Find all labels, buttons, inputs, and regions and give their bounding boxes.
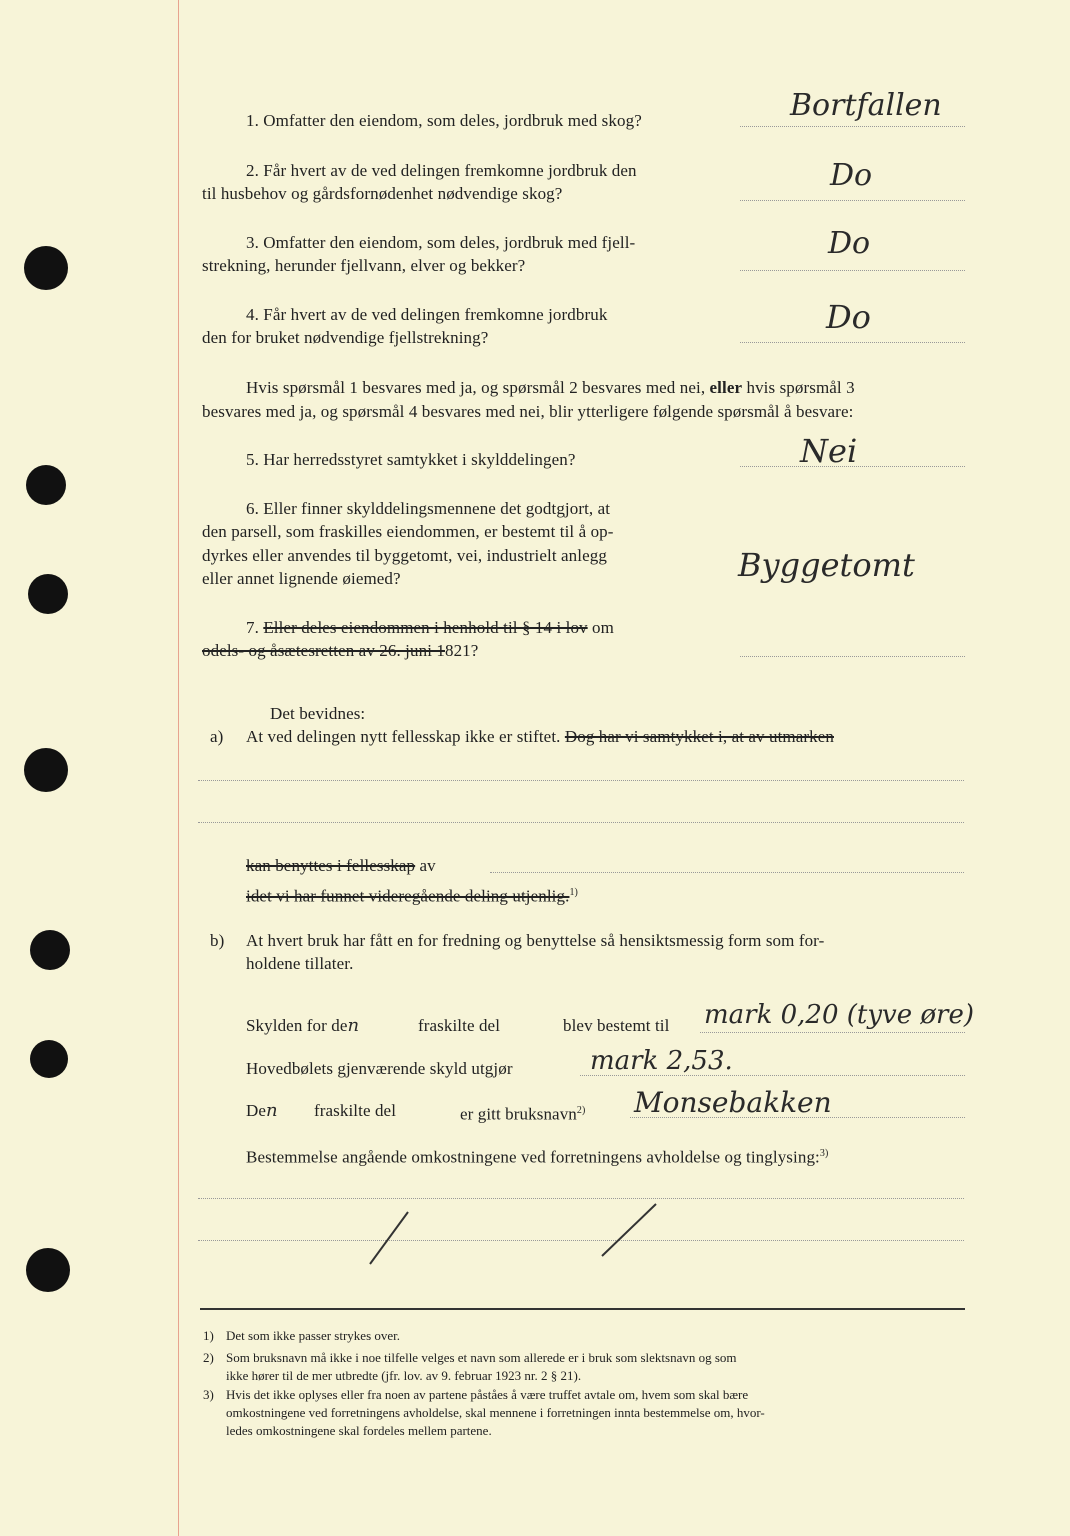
finding-b-label: b) xyxy=(210,931,225,950)
condition-line-2: besvares med ja, og spørsmål 4 besvares med nei, blir ytterligere følgende spørsmål å besvare: xyxy=(202,402,854,421)
question-7-number: 7. xyxy=(246,618,259,637)
question-4-line-1: 4. Får hvert av de ved delingen fremkomne jordbruk xyxy=(246,305,608,324)
question-4-line-2: den for bruket nødvendige fjellstrekning? xyxy=(202,328,489,347)
handwritten-answer-5: Nei xyxy=(800,432,858,470)
answer-line xyxy=(700,1032,965,1033)
shared-use-tail: av xyxy=(419,856,436,875)
question-7-line-1 xyxy=(246,617,614,639)
answer-line xyxy=(740,126,965,127)
findings-intro: Det bevidnes: xyxy=(270,704,366,723)
handwritten-answer-4: Do xyxy=(826,298,871,336)
handwritten-strike-marks xyxy=(350,1200,670,1270)
footnote-2-mark: 2) xyxy=(203,1350,214,1365)
punch-hole xyxy=(26,465,66,505)
condition-text-b: hvis spørsmål 3 xyxy=(746,378,855,397)
handwritten-skyld-value: mark 0,20 (tyve øre) xyxy=(704,1000,974,1030)
blank-line xyxy=(198,780,964,781)
question-6-line-1: 6. Eller finner skylddelingsmennene det godtgjort, at xyxy=(246,499,611,518)
footnote-2-line-2: ikke hører til de mer utbredte (jfr. lov. av 9. februar 1923 nr. 2 § 21). xyxy=(226,1368,582,1383)
footnote-ref: 2) xyxy=(576,1105,586,1116)
cost-label xyxy=(246,1143,828,1169)
skyld-label-a xyxy=(246,1015,359,1037)
question-3-line-1: 3. Omfatter den eiendom, som deles, jordbruk med fjell- xyxy=(246,233,636,252)
skyld-hw-suffix: n xyxy=(347,1015,360,1036)
finding-a-struck: Dog har vi samtykket i, at av utmarken xyxy=(564,727,834,746)
navn-hw-suffix: n xyxy=(266,1100,278,1121)
handwritten-answer-1: Bortfallen xyxy=(790,88,942,123)
punch-hole xyxy=(30,930,70,970)
blank-line xyxy=(198,822,964,823)
footnote-3-line-3: ledes omkostningene skal fordeles mellem partene. xyxy=(226,1423,492,1438)
punch-hole xyxy=(24,748,68,792)
handwritten-answer-6: Byggetomt xyxy=(738,546,915,584)
question-6-line-3: dyrkes eller anvendes til byggetomt, vei, industrielt anlegg xyxy=(202,546,607,565)
punch-hole xyxy=(24,246,68,290)
footnote-ref: 1) xyxy=(569,887,578,898)
further-division-struck: idet vi har funnet videregående deling utjenlig. xyxy=(246,886,570,906)
question-2-line-1: 2. Får hvert av de ved delingen fremkomne jordbruk den xyxy=(246,161,637,180)
footnote-ref: 3) xyxy=(819,1148,829,1159)
handwritten-bruksnavn: Monsebakken xyxy=(634,1086,832,1119)
question-2-line-2: til husbehov og gårdsfornødenhet nødvendige skog? xyxy=(202,184,563,203)
question-7-tail: om xyxy=(592,618,614,637)
navn-label-a xyxy=(246,1100,278,1122)
question-7-line-2-tail: 821? xyxy=(444,641,479,660)
condition-bold: eller xyxy=(709,378,743,397)
footnote-3-line-1: Hvis det ikke oplyses eller fra noen av partene påståes å være truffet avtale om, hvem som skal bære xyxy=(226,1387,749,1402)
finding-b-line-1: At hvert bruk har fått en for fredning og benyttelse så hensiktsmessig form som for- xyxy=(246,931,825,950)
shared-use-struck: kan benyttes i fellesskap xyxy=(246,856,416,875)
question-5: 5. Har herredsstyret samtykket i skylddelingen? xyxy=(246,450,576,469)
footnote-1: Det som ikke passer strykes over. xyxy=(226,1328,401,1343)
margin-line xyxy=(178,0,179,1536)
hoved-label: Hovedbølets gjenværende skyld utgjør xyxy=(246,1059,513,1078)
punch-hole xyxy=(28,574,68,614)
punch-hole xyxy=(30,1040,68,1078)
question-6-line-2: den parsell, som fraskilles eiendommen, er bestemt til å op- xyxy=(202,522,614,541)
answer-line xyxy=(740,342,965,343)
finding-a-label: a) xyxy=(210,727,224,746)
finding-a-text: At ved delingen nytt fellesskap ikke er stiftet. xyxy=(246,727,561,746)
handwritten-answer-3: Do xyxy=(828,226,871,261)
blank-line xyxy=(198,1198,964,1199)
question-7-line-2-struck: odels- og åsætesretten av 26. juni 1 xyxy=(202,641,445,660)
punch-hole xyxy=(26,1248,70,1292)
blank-line xyxy=(490,872,964,873)
question-7-line-2 xyxy=(202,640,478,662)
condition-line-1 xyxy=(246,377,855,399)
handwritten-answer-2: Do xyxy=(830,158,873,193)
question-7-struck: Eller deles eiendommen i henhold til § 14 i lov xyxy=(263,618,588,637)
shared-use-line xyxy=(246,855,436,877)
footnote-3-line-2: omkostningene ved forretningens avholdelse, skal mennene i forretningen innta bestemmelse om, hvor- xyxy=(226,1405,765,1420)
navn-label-c xyxy=(460,1100,585,1126)
further-division-line xyxy=(246,882,578,908)
footnote-3-mark: 3) xyxy=(203,1387,214,1402)
finding-b-line-2: holdene tillater. xyxy=(246,954,354,973)
navn-label-text: De xyxy=(246,1101,267,1120)
finding-a-line xyxy=(246,726,834,748)
question-1: 1. Omfatter den eiendom, som deles, jordbruk med skog? xyxy=(246,111,642,130)
footnote-1-mark: 1) xyxy=(203,1328,214,1343)
condition-text-a: Hvis spørsmål 1 besvares med ja, og spørsmål 2 besvares med nei, xyxy=(246,378,706,397)
answer-line xyxy=(740,656,965,657)
footnote-divider xyxy=(200,1308,965,1310)
skyld-label-b: fraskilte del xyxy=(418,1016,501,1035)
navn-label-b: fraskilte del xyxy=(314,1101,397,1120)
cost-label-text: Bestemmelse angående omkostningene ved forretningens avholdelse og tinglysing: xyxy=(246,1147,820,1167)
answer-line xyxy=(740,200,965,201)
skyld-label-c: blev bestemt til xyxy=(563,1016,670,1035)
skyld-label-text: Skylden for de xyxy=(246,1016,348,1035)
handwritten-hoved-value: mark 2,53. xyxy=(590,1046,733,1076)
question-3-line-2: strekning, herunder fjellvann, elver og bekker? xyxy=(202,256,526,275)
navn-label-c-text: er gitt bruksnavn xyxy=(460,1104,577,1124)
footnote-2-line-1: Som bruksnavn må ikke i noe tilfelle velges et navn som allerede er i bruk som slektsnavn og som xyxy=(226,1350,737,1365)
answer-line xyxy=(740,270,965,271)
question-6-line-4: eller annet lignende øiemed? xyxy=(202,569,401,588)
